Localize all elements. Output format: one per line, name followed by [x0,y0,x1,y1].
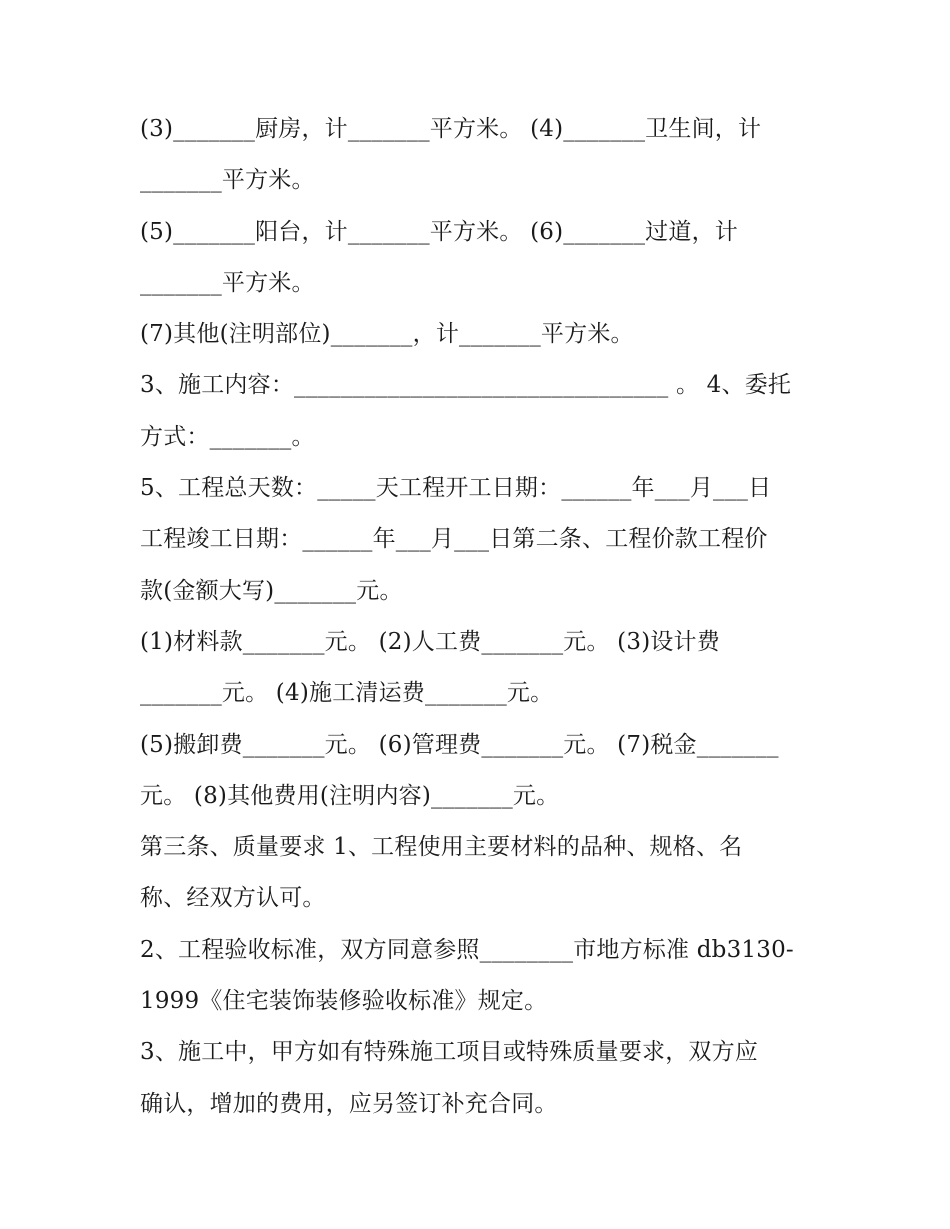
text-line: _______平方米。 [140,269,315,296]
text-line: 第三条、质量要求 1、工程使用主要材料的品种、规格、名 [140,834,743,861]
text-line: 1999《住宅装饰装修验收标准》规定。 [140,988,548,1015]
text-line: 称、经双方认可。 [140,885,326,912]
text-line: (5)_______阳台，计_______平方米。 (6)_______过道，计 [140,218,738,245]
text-line: _______元。 (4)施工清运费_______元。 [140,680,554,707]
text-line: (3)_______厨房，计_______平方米。 (4)_______卫生间，计 [140,116,762,142]
text-line: 方式：_______。 [140,423,315,450]
text-line: 确认，增加的费用，应另签订补充合同。 [140,1090,558,1117]
text-line: 5、工程总天数：_____天工程开工日期：______年___月___日 [140,475,772,502]
text-line: (5)搬卸费_______元。 (6)管理费_______元。 (7)税金_______ [140,731,779,758]
text-line: 工程竣工日期：______年___月___日第二条、工程价款工程价 [140,526,768,553]
text-line: 3、施工中，甲方如有特殊施工项目或特殊质量要求，双方应 [140,1039,759,1066]
text-line: (1)材料款_______元。 (2)人工费_______元。 (3)设计费 [140,628,720,655]
document-body [140,104,820,1130]
text-line: 3、施工内容：________________________________ 。 4、委托 [140,372,792,399]
text-line: 元。 (8)其他费用(注明内容)_______元。 [140,782,560,809]
text-line: (7)其他(注明部位)_______，计_______平方米。 [140,321,634,348]
text-line: _______平方米。 [140,167,315,194]
text-line: 2、工程验收标准，双方同意参照________市地方标准 db3130- [140,936,794,963]
text-line: 款(金额大写)_______元。 [140,577,403,604]
